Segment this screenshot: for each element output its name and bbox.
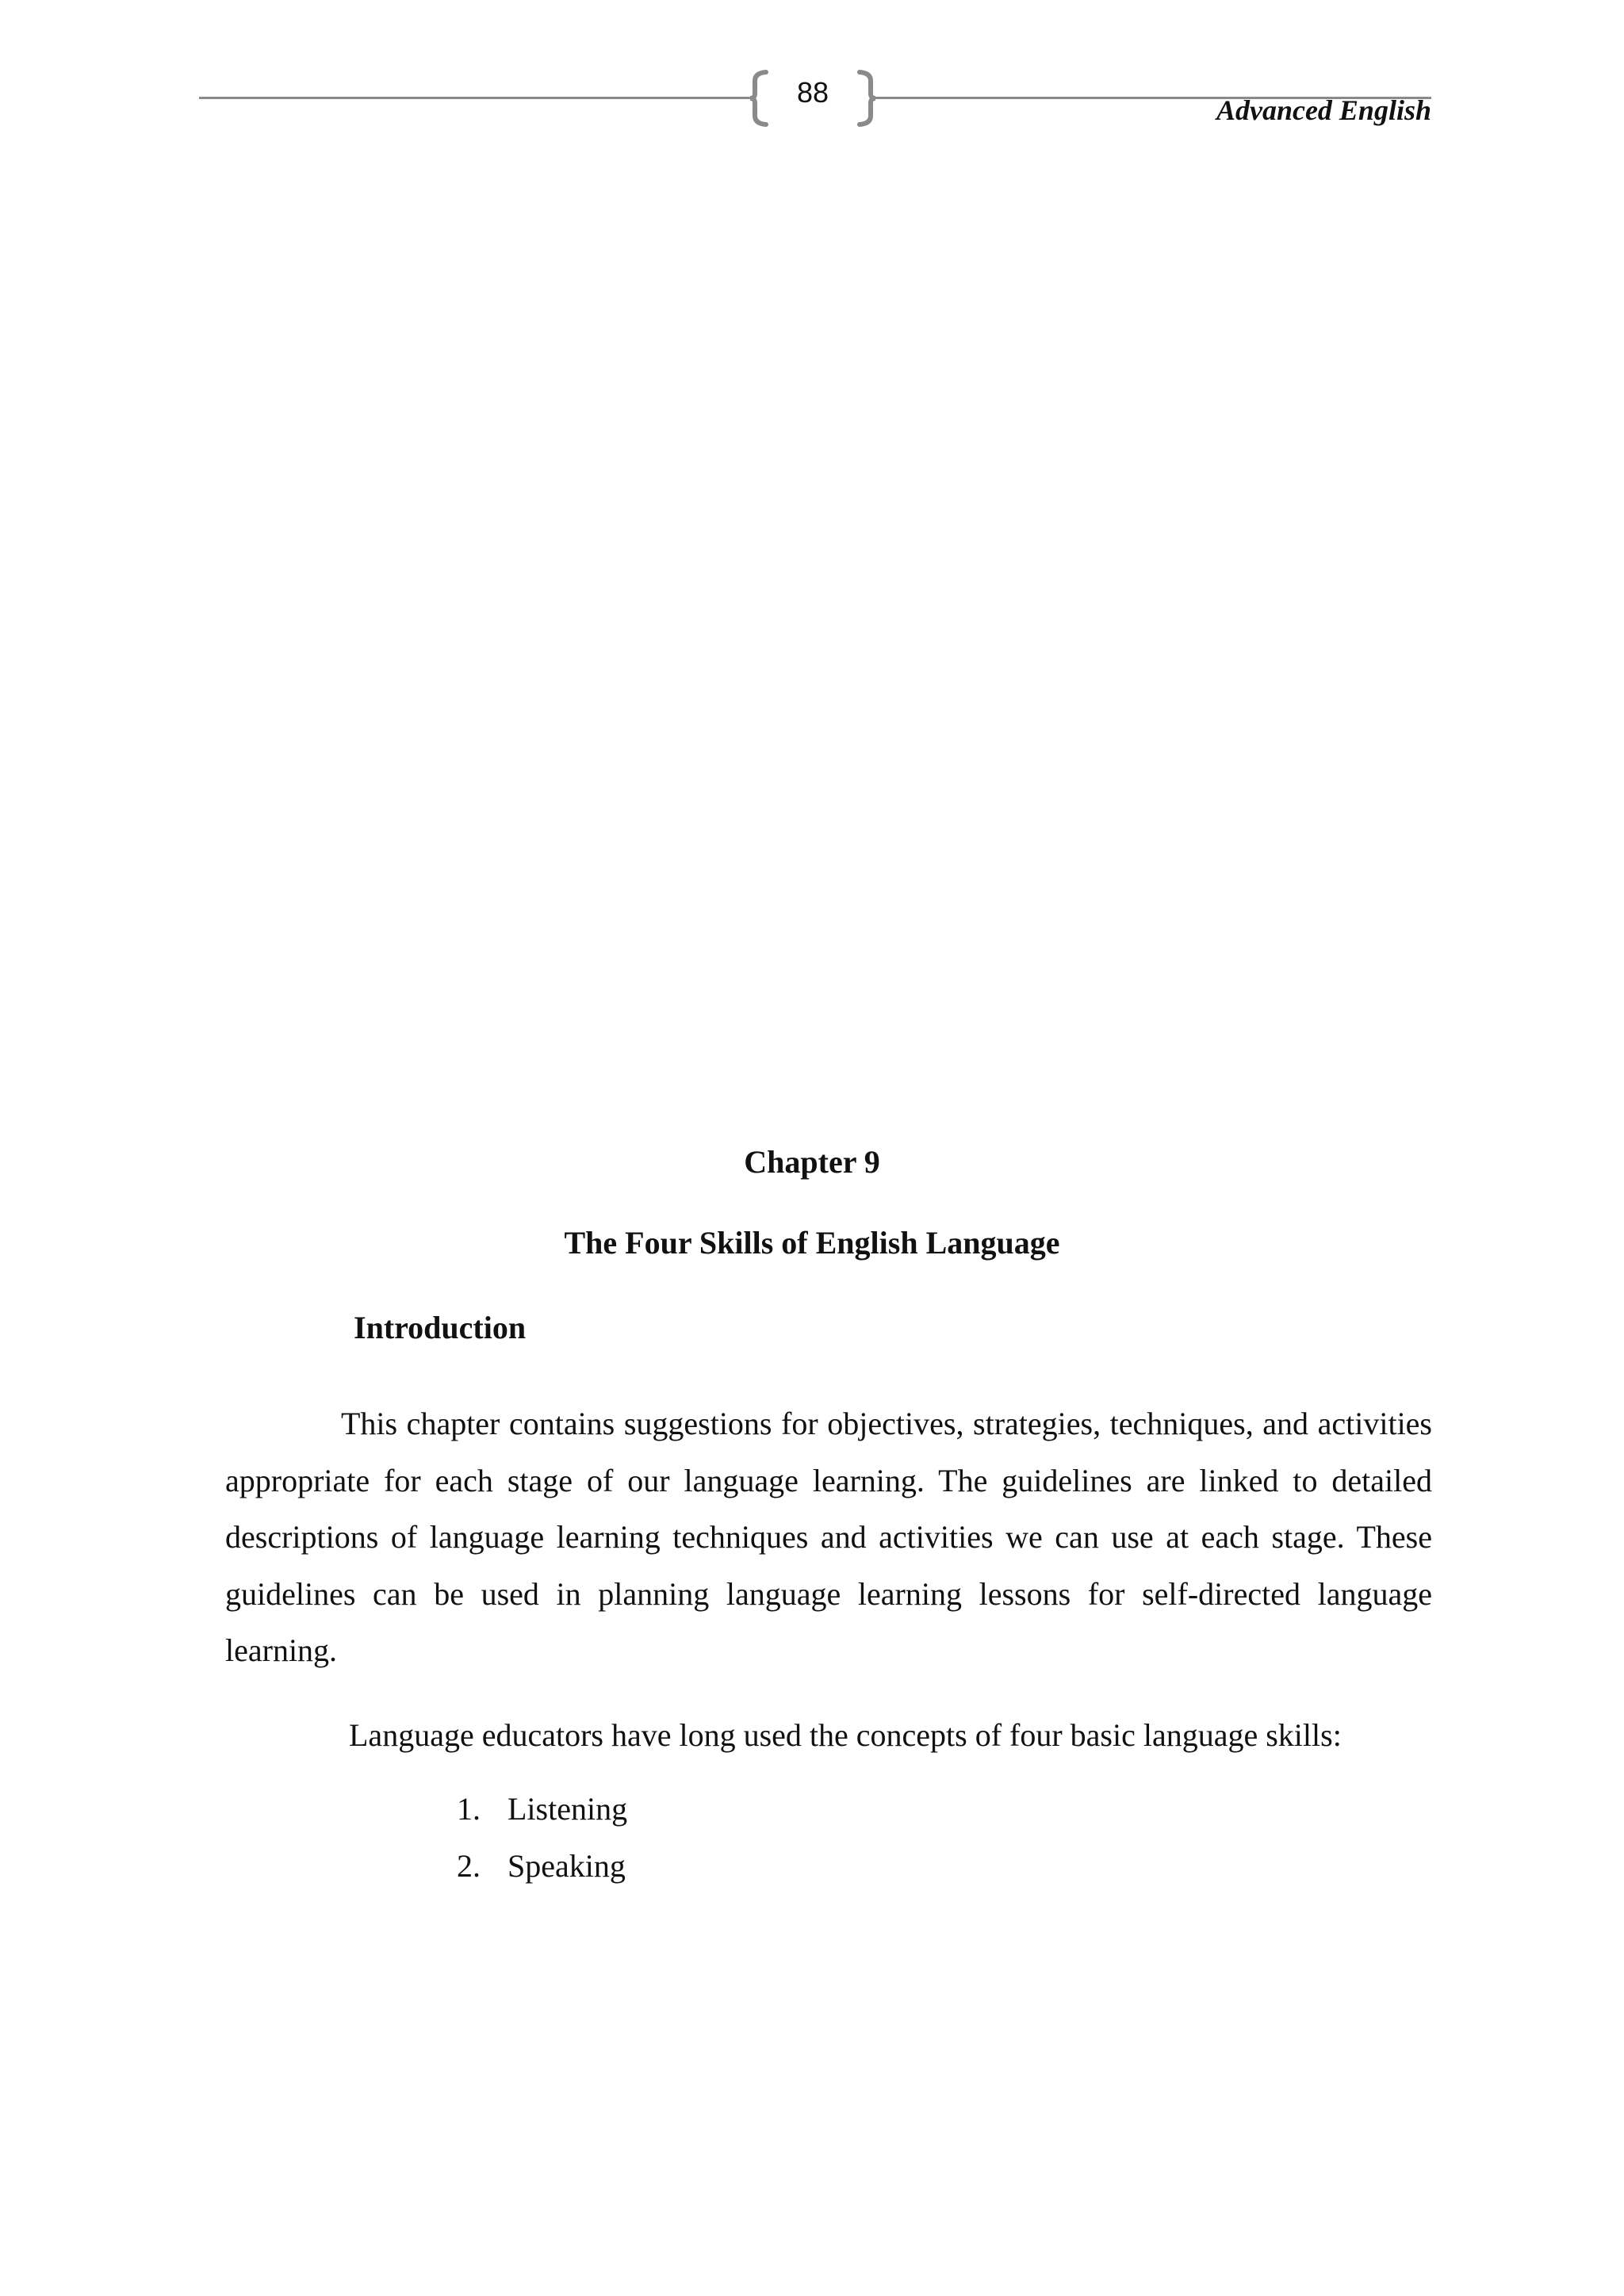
list-item (457, 1789, 627, 1846)
chapter-number: Chapter 9 (744, 1144, 880, 1180)
left-brace-ornament (749, 70, 769, 127)
list-item-label: Speaking (508, 1848, 626, 1884)
chapter-title: The Four Skills of English Language (564, 1225, 1060, 1261)
list-item (457, 1846, 627, 1903)
intro-paragraph: This chapter contains suggestions for objectives, strategies, techniques, and activities appropriate for each stage of our language learning. The guidelines are linked to detailed descriptions of language learning techniques and activities we can use at each stage. These guidelines can be used in planning language learning lessons for self-directed language learning. (225, 1406, 1432, 1668)
list-item-number: 2. (457, 1848, 481, 1884)
section-heading: Introduction (354, 1310, 527, 1345)
page-number: 88 (796, 76, 829, 109)
header-rule-left (199, 97, 752, 99)
skills-lead-in: Language educators have long used the concepts of four basic language skills: (349, 1717, 1342, 1753)
running-title: Advanced English (1216, 94, 1431, 126)
list-item-label: Listening (508, 1791, 628, 1827)
list-item-number: 1. (457, 1791, 481, 1827)
skills-list (457, 1789, 627, 1903)
